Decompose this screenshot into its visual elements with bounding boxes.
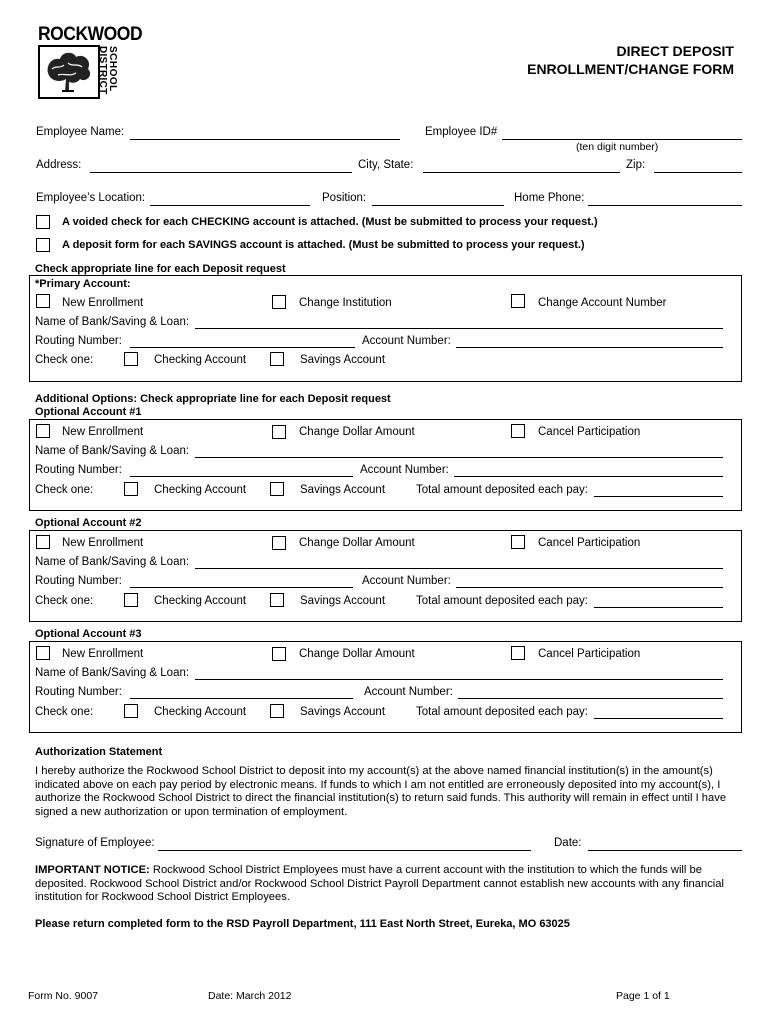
employee-id-field[interactable] <box>502 139 742 140</box>
home-phone-field[interactable] <box>588 205 742 206</box>
primary-new-enrollment-checkbox[interactable] <box>36 294 50 308</box>
optional-1-change-amount-checkbox[interactable] <box>272 425 286 439</box>
deposit-form-checkbox[interactable] <box>36 238 50 252</box>
optional-3-new-enrollment-checkbox[interactable] <box>36 646 50 660</box>
optional-3-new-enrollment-label: New Enrollment <box>62 648 144 660</box>
optional-3-total-field[interactable] <box>594 718 723 719</box>
authorization-heading: Authorization Statement <box>35 746 163 758</box>
optional-3-cancel-checkbox[interactable] <box>511 646 525 660</box>
form-title-line2: ENROLLMENT/CHANGE FORM <box>527 61 734 77</box>
primary-account-label: Account Number: <box>362 335 451 347</box>
optional-1-checking-checkbox[interactable] <box>124 482 138 496</box>
optional-1-checking-label: Checking Account <box>154 484 247 496</box>
optional-2-checking-checkbox[interactable] <box>124 593 138 607</box>
optional-2-change-amount-label: Change Dollar Amount <box>299 537 415 549</box>
primary-routing-field[interactable] <box>130 347 355 348</box>
city-state-label: City, State: <box>358 159 414 171</box>
optional-3-account-label: Account Number: <box>364 686 453 698</box>
primary-new-enrollment-label: New Enrollment <box>62 297 144 309</box>
logo-name: ROCKWOOD <box>38 24 143 45</box>
voided-check-checkbox[interactable] <box>36 215 50 229</box>
zip-label: Zip: <box>626 159 646 171</box>
zip-field[interactable] <box>654 172 742 173</box>
optional-1-cancel-checkbox[interactable] <box>511 424 525 438</box>
return-note: Please return completed form to the RSD Payroll Department, 111 East North Street, Eureka, MO 63025 <box>35 918 570 930</box>
employee-id-hint: (ten digit number) <box>576 141 659 153</box>
notice-lead: IMPORTANT NOTICE: <box>35 864 150 876</box>
optional-3-total-label: Total amount deposited each pay: <box>416 706 588 718</box>
optional-2-new-enrollment-label: New Enrollment <box>62 537 144 549</box>
optional-3-change-amount-checkbox[interactable] <box>272 647 286 661</box>
optional-2-change-amount-checkbox[interactable] <box>272 536 286 550</box>
primary-routing-label: Routing Number: <box>35 335 122 347</box>
primary-savings-checkbox[interactable] <box>270 352 284 366</box>
employee-id-label: Employee ID# <box>425 126 498 138</box>
location-field[interactable] <box>150 205 310 206</box>
footer-form-no: Form No. 9007 <box>28 990 99 1002</box>
optional-2-bank-label: Name of Bank/Saving & Loan: <box>35 556 190 568</box>
optional-3-change-amount-label: Change Dollar Amount <box>299 648 415 660</box>
optional-3-savings-label: Savings Account <box>300 706 386 718</box>
optional-1-routing-field[interactable] <box>130 476 353 477</box>
optional-1-new-enrollment-label: New Enrollment <box>62 426 144 438</box>
form-title-line1: DIRECT DEPOSIT <box>616 43 734 59</box>
optional-1-total-field[interactable] <box>594 496 723 497</box>
primary-subheading: *Primary Account: <box>35 278 131 290</box>
primary-change-institution-label: Change Institution <box>299 297 392 309</box>
important-notice <box>35 864 740 905</box>
signature-field[interactable] <box>158 850 531 851</box>
optional-1-savings-label: Savings Account <box>300 484 386 496</box>
optional-2-account-label: Account Number: <box>362 575 451 587</box>
city-state-field[interactable] <box>423 172 620 173</box>
optional-1-bank-field[interactable] <box>195 457 723 458</box>
optional-2-account-field[interactable] <box>456 587 723 588</box>
authorization-text: I hereby authorize the Rockwood School District to deposit into my account(s) at the above named financial institution(s) in the amount(s) indicated above on each pay period by electronic means. If funds to which I am not entitled are erroneously deposited into my account(s), I authorize the Rockwood School District to direct the financial institution(s) to return said funds. This authority will remain in effect until I have signed a new authorization or upon termination of employment. <box>35 765 727 818</box>
optional-3-savings-checkbox[interactable] <box>270 704 284 718</box>
optional-2-total-label: Total amount deposited each pay: <box>416 595 588 607</box>
logo-school: SCHOOL <box>107 46 118 92</box>
primary-savings-label: Savings Account <box>300 354 386 366</box>
optional-3-routing-label: Routing Number: <box>35 686 122 698</box>
employee-name-label: Employee Name: <box>36 126 125 138</box>
optional-3-checking-checkbox[interactable] <box>124 704 138 718</box>
optional-heading: Additional Options: Check appropriate line for each Deposit request <box>35 393 391 405</box>
primary-change-institution-checkbox[interactable] <box>272 295 286 309</box>
optional-1-cancel-label: Cancel Participation <box>538 426 641 438</box>
optional-3-bank-label: Name of Bank/Saving & Loan: <box>35 667 190 679</box>
signature-date-field[interactable] <box>588 850 742 851</box>
optional-3-bank-field[interactable] <box>195 679 723 680</box>
optional-3-cancel-label: Cancel Participation <box>538 648 641 660</box>
primary-change-account-label: Change Account Number <box>538 297 667 309</box>
signature-date-label: Date: <box>554 837 582 849</box>
location-label: Employee’s Location: <box>36 192 146 204</box>
primary-checking-checkbox[interactable] <box>124 352 138 366</box>
optional-2-check-one-label: Check one: <box>35 595 94 607</box>
address-label: Address: <box>36 159 82 171</box>
primary-checking-label: Checking Account <box>154 354 247 366</box>
optional-2-heading: Optional Account #2 <box>35 517 142 529</box>
optional-1-total-label: Total amount deposited each pay: <box>416 484 588 496</box>
optional-3-heading: Optional Account #3 <box>35 628 142 640</box>
primary-bank-field[interactable] <box>195 328 723 329</box>
home-phone-label: Home Phone: <box>514 192 585 204</box>
optional-1-account-field[interactable] <box>454 476 723 477</box>
primary-check-one-label: Check one: <box>35 354 94 366</box>
optional-1-account-label: Account Number: <box>360 464 449 476</box>
logo-district: DISTRICT <box>97 46 108 95</box>
primary-account-field[interactable] <box>456 347 723 348</box>
position-label: Position: <box>322 192 367 204</box>
optional-2-total-field[interactable] <box>594 607 723 608</box>
optional-1-bank-label: Name of Bank/Saving & Loan: <box>35 445 190 457</box>
deposit-form-text: A deposit form for each SAVINGS account is attached. (Must be submitted to process your request.) <box>62 239 585 251</box>
optional-2-checking-label: Checking Account <box>154 595 247 607</box>
optional-2-savings-checkbox[interactable] <box>270 593 284 607</box>
primary-heading: Check appropriate line for each Deposit request <box>35 263 286 275</box>
optional-2-routing-field[interactable] <box>130 587 353 588</box>
optional-2-bank-field[interactable] <box>195 568 723 569</box>
optional-2-cancel-checkbox[interactable] <box>511 535 525 549</box>
optional-1-change-amount-label: Change Dollar Amount <box>299 426 415 438</box>
primary-bank-label: Name of Bank/Saving & Loan: <box>35 316 190 328</box>
primary-change-account-checkbox[interactable] <box>511 294 525 308</box>
optional-3-routing-field[interactable] <box>130 698 353 699</box>
tree-logo-icon <box>38 45 100 99</box>
optional-1-routing-label: Routing Number: <box>35 464 122 476</box>
voided-check-text: A voided check for each CHECKING account is attached. (Must be submitted to process your request.) <box>62 216 598 228</box>
optional-2-cancel-label: Cancel Participation <box>538 537 641 549</box>
notice-text: Rockwood School District Employees must have a current account with the institution to which the funds will be deposited. Rockwood School District and/or Rockwood School District Payroll Department cannot establish new accounts with any financial institution for Rockwood School District Employees. <box>35 864 724 903</box>
optional-3-checking-label: Checking Account <box>154 706 247 718</box>
optional-1-check-one-label: Check one: <box>35 484 94 496</box>
optional-2-savings-label: Savings Account <box>300 595 386 607</box>
optional-3-check-one-label: Check one: <box>35 706 94 718</box>
employee-name-field[interactable] <box>130 139 400 140</box>
optional-1-savings-checkbox[interactable] <box>270 482 284 496</box>
optional-3-account-field[interactable] <box>458 698 723 699</box>
optional-1-new-enrollment-checkbox[interactable] <box>36 424 50 438</box>
position-field[interactable] <box>372 205 504 206</box>
optional-2-new-enrollment-checkbox[interactable] <box>36 535 50 549</box>
footer-page: Page 1 of 1 <box>616 990 670 1002</box>
address-field[interactable] <box>90 172 352 173</box>
signature-label: Signature of Employee: <box>35 837 155 849</box>
footer-date: Date: March 2012 <box>208 990 292 1002</box>
optional-2-routing-label: Routing Number: <box>35 575 122 587</box>
optional-1-heading: Optional Account #1 <box>35 406 142 418</box>
